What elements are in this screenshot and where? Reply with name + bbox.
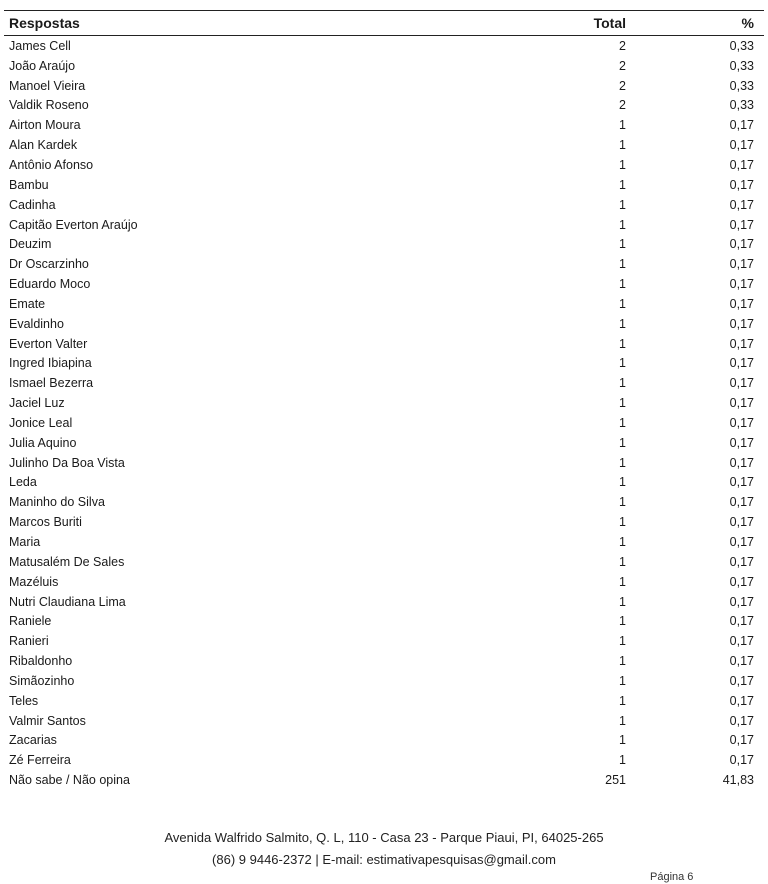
row-total: 1	[619, 316, 626, 331]
table-row	[4, 492, 764, 512]
row-total: 1	[619, 475, 626, 490]
row-total: 1	[619, 376, 626, 391]
table-row	[4, 36, 764, 56]
row-name: Jaciel Luz	[9, 396, 65, 411]
row-name: Everton Valter	[9, 336, 88, 351]
table-row	[4, 215, 764, 235]
table-row	[4, 135, 764, 155]
row-total: 1	[619, 157, 626, 172]
header-percent: %	[741, 15, 754, 31]
table-row	[4, 175, 764, 195]
row-total: 1	[619, 495, 626, 510]
row-percent: 0,17	[729, 535, 754, 550]
table-header	[4, 10, 764, 36]
row-name: Airton Moura	[9, 118, 81, 133]
row-name: Evaldinho	[9, 316, 64, 331]
row-percent: 0,17	[729, 455, 754, 470]
row-percent: 0,17	[729, 515, 754, 530]
row-percent: 0,17	[729, 257, 754, 272]
row-name: Maninho do Silva	[9, 495, 105, 510]
row-name: Alan Kardek	[9, 138, 78, 153]
table-row	[4, 354, 764, 374]
table-row	[4, 671, 764, 691]
table-row	[4, 56, 764, 76]
row-name: Capitão Everton Araújo	[9, 217, 138, 232]
row-total: 1	[619, 614, 626, 629]
table-row	[4, 294, 764, 314]
row-percent: 0,17	[729, 753, 754, 768]
row-total: 1	[619, 435, 626, 450]
row-percent: 0,17	[729, 356, 754, 371]
row-name: Ranieri	[9, 634, 49, 649]
row-percent: 0,17	[729, 197, 754, 212]
row-name: Julia Aquino	[9, 435, 77, 450]
row-total: 1	[619, 296, 626, 311]
table-row	[4, 532, 764, 552]
results-table	[4, 10, 764, 790]
row-total: 1	[619, 138, 626, 153]
table-row	[4, 76, 764, 96]
table-row	[4, 234, 764, 254]
row-name: Teles	[9, 693, 39, 708]
row-name: Mazéluis	[9, 574, 59, 589]
table-body	[4, 36, 764, 790]
row-percent: 0,17	[729, 495, 754, 510]
table-row	[4, 96, 764, 116]
table-row	[4, 115, 764, 135]
row-percent: 0,17	[729, 475, 754, 490]
row-name: Ismael Bezerra	[9, 376, 94, 391]
row-total: 1	[619, 753, 626, 768]
table-row	[4, 592, 764, 612]
row-total: 1	[619, 277, 626, 292]
row-percent: 0,17	[729, 435, 754, 450]
row-total: 1	[619, 415, 626, 430]
row-total: 1	[619, 733, 626, 748]
row-percent: 0,17	[729, 237, 754, 252]
table-row	[4, 770, 764, 790]
row-percent: 0,17	[729, 554, 754, 569]
row-total: 2	[619, 98, 626, 113]
footer-address: Avenida Walfrido Salmito, Q. L, 110 - Casa 23 - Parque Piaui, PI, 64025-265	[164, 830, 604, 845]
row-total: 1	[619, 217, 626, 232]
row-name: Cadinha	[9, 197, 56, 212]
row-total: 2	[619, 58, 626, 73]
row-name: Não sabe / Não opina	[9, 773, 130, 788]
row-percent: 0,17	[729, 376, 754, 391]
row-percent: 0,33	[729, 78, 754, 93]
row-percent: 0,33	[729, 38, 754, 53]
row-percent: 0,17	[729, 118, 754, 133]
footer-contact: (86) 9 9446-2372 | E-mail: estimativapesquisas@gmail.com	[212, 852, 556, 867]
row-total: 1	[619, 634, 626, 649]
row-total: 1	[619, 356, 626, 371]
page-number: Página 6	[650, 871, 694, 883]
row-total: 1	[619, 396, 626, 411]
row-name: Matusalém De Sales	[9, 554, 125, 569]
table-row	[4, 195, 764, 215]
row-name: Antônio Afonso	[9, 157, 94, 172]
table-row	[4, 611, 764, 631]
row-name: Deuzim	[9, 237, 52, 252]
row-total: 1	[619, 574, 626, 589]
row-total: 1	[619, 118, 626, 133]
table-row	[4, 572, 764, 592]
table-row	[4, 334, 764, 354]
row-total: 1	[619, 713, 626, 728]
row-percent: 0,17	[729, 177, 754, 192]
table-row	[4, 552, 764, 572]
row-total: 1	[619, 554, 626, 569]
row-percent: 0,33	[729, 98, 754, 113]
table-row	[4, 750, 764, 770]
table-row	[4, 314, 764, 334]
table-row	[4, 473, 764, 493]
row-name: João Araújo	[9, 58, 76, 73]
row-total: 1	[619, 673, 626, 688]
row-name: Manoel Vieira	[9, 78, 86, 93]
table-row	[4, 373, 764, 393]
table-row	[4, 691, 764, 711]
row-name: Valdik Roseno	[9, 98, 89, 113]
table-row	[4, 512, 764, 532]
row-name: Raniele	[9, 614, 52, 629]
row-name: Leda	[9, 475, 37, 490]
row-name: Ingred Ibiapina	[9, 356, 92, 371]
row-total: 1	[619, 654, 626, 669]
row-total: 2	[619, 38, 626, 53]
row-percent: 0,17	[729, 693, 754, 708]
row-name: Simãozinho	[9, 673, 75, 688]
table-row	[4, 254, 764, 274]
row-name: Julinho Da Boa Vista	[9, 455, 125, 470]
row-percent: 0,17	[729, 574, 754, 589]
row-name: James Cell	[9, 38, 71, 53]
row-total: 1	[619, 515, 626, 530]
row-percent: 0,17	[729, 396, 754, 411]
row-name: Nutri Claudiana Lima	[9, 594, 126, 609]
row-total: 1	[619, 455, 626, 470]
table-row	[4, 433, 764, 453]
row-name: Maria	[9, 535, 41, 550]
row-total: 1	[619, 177, 626, 192]
header-respostas: Respostas	[9, 15, 80, 31]
table-row	[4, 631, 764, 651]
row-percent: 0,17	[729, 217, 754, 232]
row-name: Valmir Santos	[9, 713, 86, 728]
row-total: 1	[619, 535, 626, 550]
row-percent: 0,17	[729, 277, 754, 292]
row-percent: 0,17	[729, 157, 754, 172]
row-total: 1	[619, 257, 626, 272]
row-total: 1	[619, 237, 626, 252]
row-name: Marcos Buriti	[9, 515, 82, 530]
row-percent: 0,17	[729, 654, 754, 669]
row-percent: 0,17	[729, 415, 754, 430]
row-total: 1	[619, 197, 626, 212]
row-name: Ribaldonho	[9, 654, 73, 669]
row-percent: 0,17	[729, 673, 754, 688]
row-name: Zacarias	[9, 733, 57, 748]
table-row	[4, 651, 764, 671]
row-name: Dr Oscarzinho	[9, 257, 89, 272]
row-percent: 0,17	[729, 316, 754, 331]
table-row	[4, 413, 764, 433]
row-percent: 0,17	[729, 614, 754, 629]
row-percent: 0,17	[729, 336, 754, 351]
row-name: Zé Ferreira	[9, 753, 71, 768]
header-total: Total	[593, 15, 626, 31]
table-row	[4, 274, 764, 294]
row-percent: 0,17	[729, 296, 754, 311]
row-percent: 0,17	[729, 634, 754, 649]
row-total: 1	[619, 693, 626, 708]
table-row	[4, 453, 764, 473]
row-total: 1	[619, 336, 626, 351]
row-name: Bambu	[9, 177, 49, 192]
row-name: Emate	[9, 296, 46, 311]
row-percent: 0,17	[729, 733, 754, 748]
row-name: Eduardo Moco	[9, 277, 91, 292]
row-percent: 0,17	[729, 713, 754, 728]
row-percent: 41,83	[722, 773, 754, 788]
table-row	[4, 155, 764, 175]
row-percent: 0,17	[729, 138, 754, 153]
table-row	[4, 393, 764, 413]
row-name: Jonice Leal	[9, 415, 73, 430]
row-percent: 0,17	[729, 594, 754, 609]
row-total: 2	[619, 78, 626, 93]
row-percent: 0,33	[729, 58, 754, 73]
row-total: 251	[605, 773, 626, 788]
table-row	[4, 711, 764, 731]
table-row	[4, 731, 764, 751]
row-total: 1	[619, 594, 626, 609]
